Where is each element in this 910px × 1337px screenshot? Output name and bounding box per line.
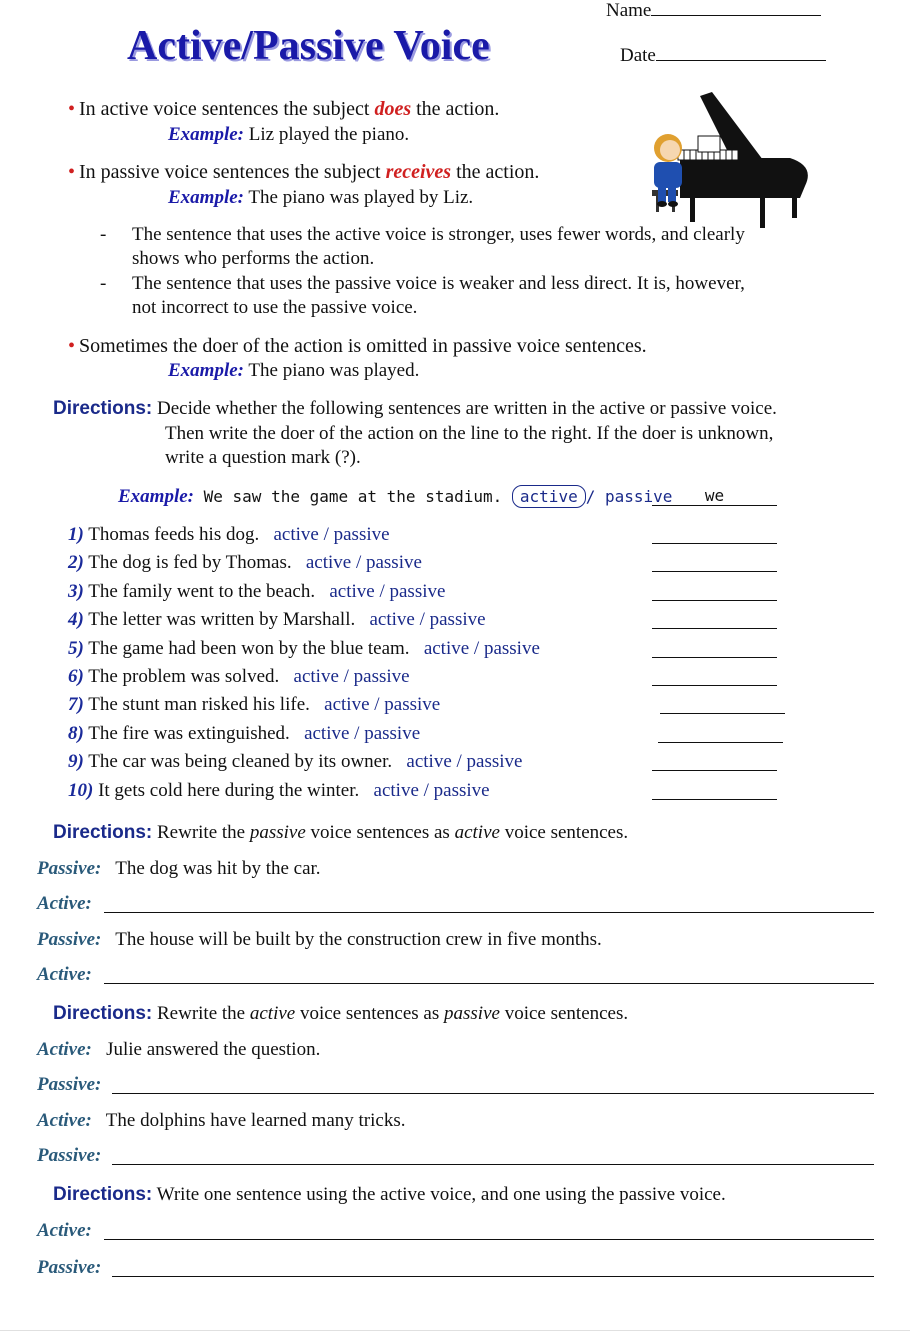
active-example: Example: Liz played the piano. bbox=[168, 124, 410, 145]
question-text: The problem was solved. bbox=[88, 666, 280, 687]
question-text: Thomas feeds his dog. bbox=[88, 524, 260, 545]
directions-3: Directions: Rewrite the active voice sentences as passive voice sentences. bbox=[53, 1003, 629, 1024]
question-number: 9) bbox=[68, 751, 84, 772]
doer-answer-line[interactable] bbox=[652, 799, 777, 800]
name-label: Name bbox=[606, 0, 652, 21]
date-field[interactable] bbox=[620, 45, 826, 67]
active-passive-choice[interactable]: active / passive bbox=[304, 723, 421, 744]
directions-1-line3: write a question mark (?). bbox=[165, 447, 361, 468]
rewrite-passive-4: Passive: bbox=[37, 1145, 102, 1166]
question-number: 10) bbox=[68, 780, 94, 801]
piano-girl-illustration bbox=[640, 86, 820, 228]
active-passive-choice[interactable]: active / passive bbox=[293, 666, 410, 687]
question-number: 3) bbox=[68, 581, 84, 602]
question-number: 8) bbox=[68, 723, 84, 744]
question-text: The dog is fed by Thomas. bbox=[88, 552, 292, 573]
passive-rule: • In passive voice sentences the subject receives the action. bbox=[68, 161, 540, 183]
write-active: Active: bbox=[37, 1220, 92, 1241]
question-item bbox=[68, 609, 486, 631]
example-answer: we bbox=[652, 486, 777, 506]
question-item bbox=[68, 780, 490, 802]
question-item bbox=[68, 581, 445, 603]
emphasis-receives: receives bbox=[385, 161, 452, 183]
note-active-line1: The sentence that uses the active voice is stronger, uses fewer words, and clearly bbox=[132, 224, 745, 245]
emphasis-does: does bbox=[374, 98, 412, 120]
question-item bbox=[68, 694, 440, 716]
active-passive-choice[interactable]: active / passive bbox=[324, 694, 441, 715]
question-number: 4) bbox=[68, 609, 84, 630]
bullet-icon: • bbox=[68, 161, 76, 183]
page-bottom-divider bbox=[0, 1330, 910, 1331]
question-number: 5) bbox=[68, 638, 84, 659]
doer-answer-line[interactable] bbox=[658, 742, 783, 743]
active-passive-choice[interactable]: active / passive bbox=[373, 780, 490, 801]
answer-line-own-active[interactable] bbox=[104, 1239, 874, 1240]
doer-answer-line[interactable] bbox=[652, 628, 777, 629]
directions-4: Directions: Write one sentence using the active voice, and one using the passive voice. bbox=[53, 1184, 726, 1205]
note-passive-line1: The sentence that uses the passive voice is weaker and less direct. It is, however, bbox=[132, 273, 745, 294]
active-passive-choice[interactable]: active / passive bbox=[305, 552, 422, 573]
active-passive-choice[interactable]: active / passive bbox=[423, 638, 540, 659]
question-text: The family went to the beach. bbox=[88, 581, 316, 602]
rewrite-active-4: Active: The dolphins have learned many tricks. bbox=[37, 1110, 406, 1131]
note-passive-line2: not incorrect to use the passive voice. bbox=[132, 297, 418, 318]
rewrite-passive-2: Passive: The house will be built by the construction crew in five months. bbox=[37, 929, 602, 950]
active-passive-choice[interactable]: active / passive bbox=[406, 751, 523, 772]
answer-line-active-2[interactable] bbox=[104, 983, 874, 984]
answer-line-passive-1[interactable] bbox=[112, 1093, 874, 1094]
doer-answer-line[interactable] bbox=[652, 770, 777, 771]
write-passive: Passive: bbox=[37, 1257, 102, 1278]
example-circled-active: active bbox=[512, 485, 586, 508]
answer-line-passive-2[interactable] bbox=[112, 1164, 874, 1165]
active-rule: • In active voice sentences the subject does the action. bbox=[68, 98, 500, 120]
rewrite-passive-1: Passive: The dog was hit by the car. bbox=[37, 858, 321, 879]
doer-answer-line[interactable] bbox=[652, 571, 777, 572]
page-title: Active/Passive Voice bbox=[127, 23, 490, 69]
rewrite-active-1: Active: bbox=[37, 893, 92, 914]
active-passive-choice[interactable]: active / passive bbox=[369, 609, 486, 630]
bullet-icon: • bbox=[68, 335, 76, 357]
doer-answer-line[interactable] bbox=[652, 543, 777, 544]
question-number: 6) bbox=[68, 666, 84, 687]
doer-answer-line[interactable] bbox=[660, 713, 785, 714]
doer-answer-line[interactable] bbox=[652, 600, 777, 601]
question-number: 2) bbox=[68, 552, 84, 573]
active-passive-choice[interactable]: active / passive bbox=[273, 524, 390, 545]
question-text: The letter was written by Marshall. bbox=[88, 609, 356, 630]
rewrite-active-3: Active: Julie answered the question. bbox=[37, 1039, 321, 1060]
active-passive-choice[interactable]: active / passive bbox=[329, 581, 446, 602]
answer-line-own-passive[interactable] bbox=[112, 1276, 874, 1277]
example-passive: passive bbox=[604, 487, 673, 506]
directions-1-line2: Then write the doer of the action on the line to the right. If the doer is unknown, bbox=[165, 423, 774, 444]
question-text: The car was being cleaned by its owner. bbox=[88, 751, 393, 772]
rewrite-active-2: Active: bbox=[37, 964, 92, 985]
directions-2: Directions: Rewrite the passive voice sentences as active voice sentences. bbox=[53, 822, 629, 843]
question-text: The fire was extinguished. bbox=[88, 723, 290, 744]
answer-line-active-1[interactable] bbox=[104, 912, 874, 913]
dash-marker: - bbox=[100, 273, 107, 294]
name-field[interactable] bbox=[606, 0, 821, 22]
passive-example: Example: The piano was played by Liz. bbox=[168, 187, 474, 208]
rewrite-passive-3: Passive: bbox=[37, 1074, 102, 1095]
bullet-icon: • bbox=[68, 98, 76, 120]
question-item bbox=[68, 723, 420, 745]
question-item bbox=[68, 524, 390, 546]
doer-answer-line[interactable] bbox=[652, 685, 777, 686]
question-item bbox=[68, 751, 522, 773]
dash-marker: - bbox=[100, 224, 107, 245]
question-number: 7) bbox=[68, 694, 84, 715]
question-item bbox=[68, 552, 422, 574]
question-text: It gets cold here during the winter. bbox=[98, 780, 360, 801]
question-item bbox=[68, 638, 540, 660]
example-row: Example: We saw the game at the stadium. active / passive bbox=[118, 486, 673, 507]
example-sentence: We saw the game at the stadium. bbox=[203, 487, 503, 506]
question-text: The game had been won by the blue team. bbox=[88, 638, 410, 659]
doer-answer-line[interactable] bbox=[652, 657, 777, 658]
omit-example: Example: The piano was played. bbox=[168, 360, 420, 381]
date-label: Date bbox=[620, 45, 656, 66]
directions-1: Directions: Decide whether the following sentences are written in the active or passive voice. bbox=[53, 398, 777, 419]
question-item bbox=[68, 666, 410, 688]
question-number: 1) bbox=[68, 524, 84, 545]
note-active-line2: shows who performs the action. bbox=[132, 248, 375, 269]
omit-rule: • Sometimes the doer of the action is omitted in passive voice sentences. bbox=[68, 335, 647, 357]
question-text: The stunt man risked his life. bbox=[88, 694, 310, 715]
